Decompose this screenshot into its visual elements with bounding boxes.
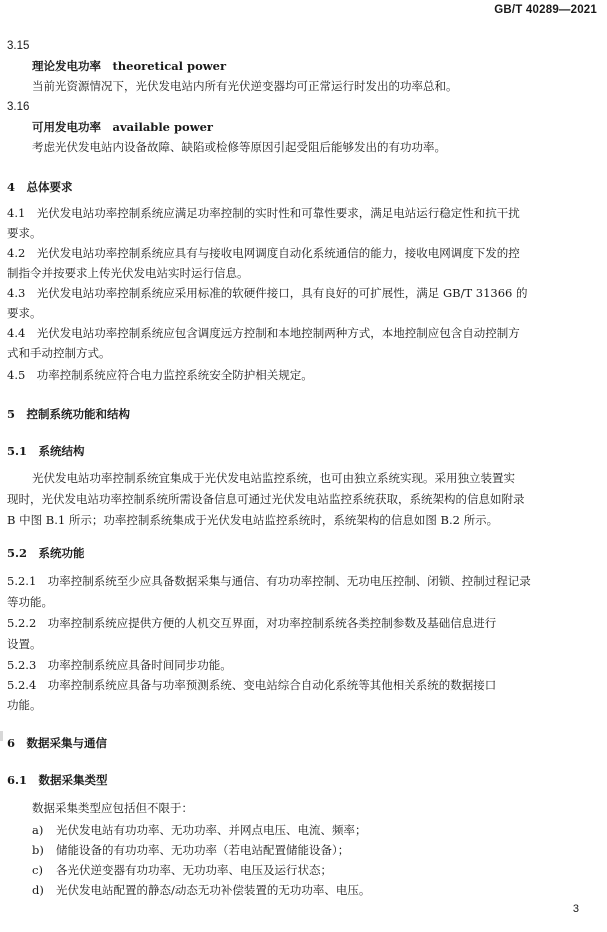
- list-item: [32, 862, 599, 878]
- list-marker: b): [32, 843, 44, 857]
- sec5-2-line: 5.2.4 功率控制系统应具备与功率预测系统、变电站综合自动化系统等其他相关系统的数据接口: [7, 678, 497, 692]
- list-marker: d): [32, 883, 44, 897]
- list-item: [32, 822, 599, 838]
- section-heading-4: 4 总体要求: [7, 180, 73, 194]
- sec5-1-line: 现时，光伏发电站功率控制系统所需设备信息可通过光伏发电站监控系统获取，系统架构的信息如附录: [7, 492, 525, 506]
- sec5-2-line: 5.2.2 功率控制系统应提供方便的人机交互界面，对功率控制系统各类控制参数及基础信息进行: [7, 616, 497, 630]
- sec4-line: 4.5 功率控制系统应符合电力监控系统安全防护相关规定。: [7, 368, 313, 382]
- sec5-2-line: 功能。: [7, 698, 42, 712]
- sec4-line: 制指令并按要求上传光伏发电站实时运行信息。: [7, 266, 249, 280]
- term-3-15: 理论发电功率 theoretical power: [32, 59, 227, 73]
- sec5-2-line: 5.2.3 功率控制系统应具备时间同步功能。: [7, 658, 232, 672]
- page-number: 3: [572, 903, 579, 915]
- sec5-2-line: 设置。: [7, 637, 42, 651]
- term-3-16: 可用发电功率 available power: [32, 120, 213, 134]
- subsection-heading-5-2: 5.2 系统功能: [7, 546, 85, 560]
- definition-3-15: 当前光资源情况下，光伏发电站内所有光伏逆变器均可正常运行时发出的功率总和。: [32, 79, 458, 93]
- definition-3-16: 考虑光伏发电站内设备故障、缺陷或检修等原因引起受阻后能够发出的有功功率。: [32, 140, 446, 154]
- sec4-line: 要求。: [7, 226, 42, 240]
- sec4-line: 4.1 光伏发电站功率控制系统应满足功率控制的实时性和可靠性要求，满足电站运行稳定性和抗干扰: [7, 206, 520, 220]
- list-item-text: 各光伏逆变器有功功率、无功功率、电压及运行状态；: [56, 863, 332, 877]
- section-heading-6: 6 数据采集与通信: [7, 736, 108, 750]
- sec5-1-line: 光伏发电站功率控制系统宜集成于光伏发电站监控系统，也可由独立系统实现。采用独立装置实: [32, 471, 515, 485]
- sec5-2-line: 5.2.1 功率控制系统至少应具备数据采集与通信、有功功率控制、无功电压控制、闭锁、控制过程记录: [7, 574, 531, 588]
- list-item: [32, 842, 599, 858]
- list-marker: c): [32, 863, 43, 877]
- sec4-line: 4.2 光伏发电站功率控制系统应具有与接收电网调度自动化系统通信的能力，接收电网调度下发的控: [7, 246, 520, 260]
- sec4-line: 要求。: [7, 306, 42, 320]
- list-item-text: 储能设备的有功功率、无功功率（若电站配置储能设备）；: [56, 843, 350, 857]
- sec5-1-line: B 中图 B.1 所示；功率控制系统集成于光伏发电站监控系统时，系统架构的信息如图 B.2 所示。: [7, 513, 499, 527]
- subsection-heading-5-1: 5.1 系统结构: [7, 444, 85, 458]
- clause-number-3-15: 3.15: [7, 40, 30, 52]
- sec5-2-line: 等功能。: [7, 595, 53, 609]
- list-marker: a): [32, 823, 44, 837]
- clause-number-3-16: 3.16: [7, 101, 30, 113]
- sec4-line: 4.4 光伏发电站功率控制系统应包含调度远方控制和本地控制两种方式，本地控制应包含自动控制方: [7, 326, 520, 340]
- list-item-text: 光伏发电站配置的静态/动态无功补偿装置的无功功率、电压。: [56, 883, 371, 897]
- sec4-line: 4.3 光伏发电站功率控制系统应采用标准的软硬件接口，具有良好的可扩展性，满足 GB/T 31366 的: [7, 286, 528, 300]
- section-heading-5: 5 控制系统功能和结构: [7, 407, 131, 421]
- subsection-heading-6-1: 6.1 数据采集类型: [7, 773, 108, 787]
- list-item-text: 光伏发电站有功功率、无功功率、并网点电压、电流、频率；: [56, 823, 367, 837]
- sec6-1-intro: 数据采集类型应包括但不限于：: [32, 801, 193, 815]
- sec4-line: 式和手动控制方式。: [7, 346, 111, 360]
- standard-header: GB/T 40289—2021: [494, 4, 597, 16]
- scan-edge-mark: [0, 731, 3, 741]
- list-item: [32, 882, 599, 898]
